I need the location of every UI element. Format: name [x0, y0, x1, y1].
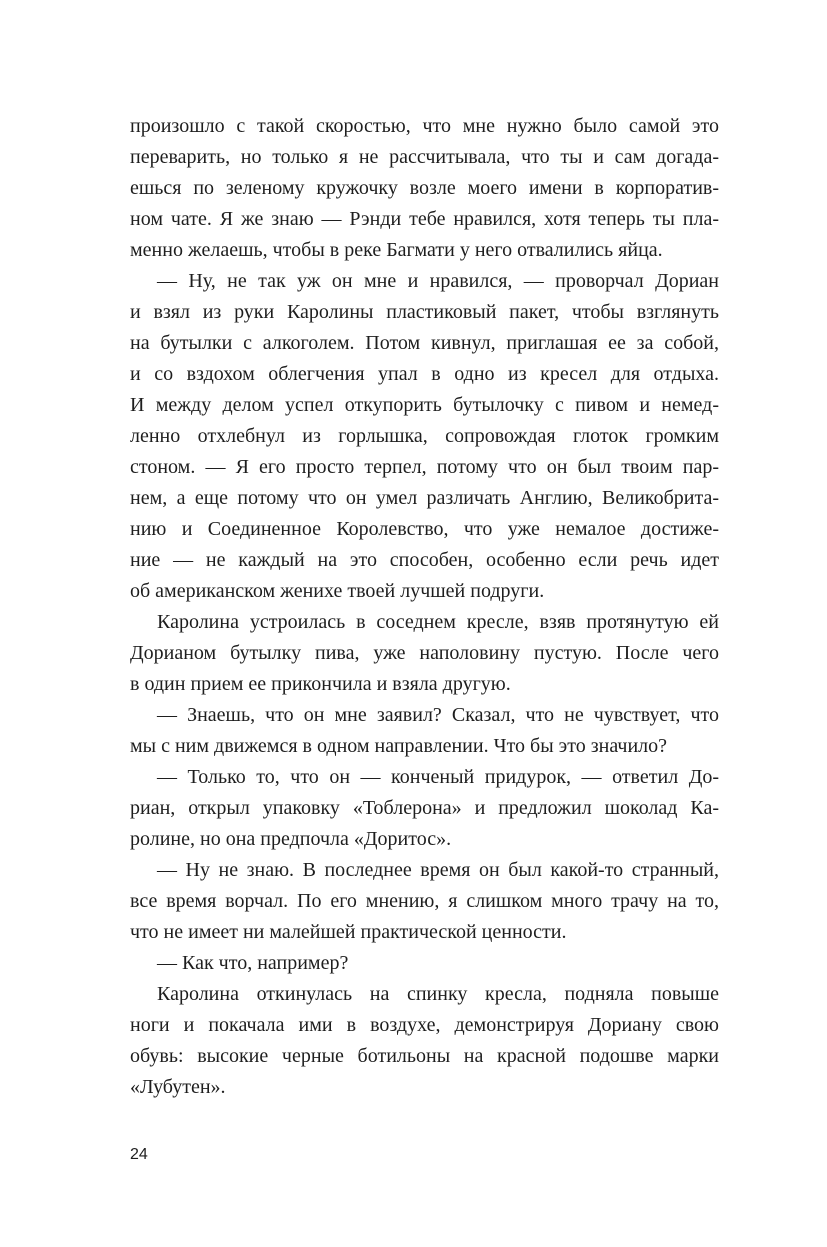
text-line: и со вздохом облегчения упал в одно из кресел для отдыха. [130, 363, 719, 385]
text-line: что не имеет ни малейшей практической ценности. [130, 921, 567, 943]
text-line: обувь: высокие черные ботильоны на красной подошве марки [130, 1045, 719, 1067]
text-line: менно желаешь, чтобы в реке Багмати у него отвалились яйца. [130, 239, 663, 261]
text-line: — Как что, например? [157, 952, 349, 974]
text-line: Дорианом бутылку пива, уже наполовину пустую. После чего [130, 642, 719, 664]
text-line: об американском женихе твоей лучшей подруги. [130, 580, 545, 602]
text-line: ролине, но она предпочла «Доритос». [130, 828, 452, 850]
text-line: все время ворчал. По его мнению, я слишком много трачу на то, [130, 890, 719, 912]
text-line: переварить, но только я не рассчитывала, что ты и сам догада- [130, 146, 719, 168]
text-line: — Ну, не так уж он мне и нравился, — проворчал Дориан [157, 270, 719, 292]
paragraph [130, 607, 719, 700]
text-line: ноги и покачала ими в воздухе, демонстрируя Дориану свою [130, 1014, 719, 1036]
text-line: произошло с такой скоростью, что мне нужно было самой это [130, 115, 719, 137]
text-line: мы с ним движемся в одном направлении. Что бы это значило? [130, 735, 668, 757]
body-text [130, 111, 719, 1103]
paragraph [130, 762, 719, 855]
text-line: ние — не каждый на это способен, особенно если речь идет [130, 549, 719, 571]
paragraph [130, 111, 719, 266]
paragraph [130, 266, 719, 607]
text-line: — Только то, что он — конченый придурок, — ответил До- [157, 766, 719, 788]
text-line: ешься по зеленому кружочку возле моего имени в корпоратив- [130, 177, 719, 199]
text-line: стоном. — Я его просто терпел, потому что он был твоим пар- [130, 456, 719, 478]
text-line: риан, открыл упаковку «Тоблерона» и предложил шоколад Ка- [130, 797, 719, 819]
page-number: 24 [130, 1146, 148, 1163]
text-line: «Лубутен». [130, 1076, 226, 1098]
paragraph [130, 979, 719, 1103]
paragraph [130, 948, 719, 979]
text-line: ном чате. Я же знаю — Рэнди тебе нравился, хотя теперь ты пла- [130, 208, 719, 230]
text-line: нию и Соединенное Королевство, что уже немалое достиже- [130, 518, 719, 540]
text-line: на бутылки с алкоголем. Потом кивнул, приглашая ее за собой, [130, 332, 719, 354]
paragraph [130, 700, 719, 762]
text-line: ленно отхлебнул из горлышка, сопровождая глоток громким [130, 425, 719, 447]
text-line: Каролина откинулась на спинку кресла, подняла повыше [157, 983, 719, 1005]
text-line: — Знаешь, что он мне заявил? Сказал, что не чувствует, что [157, 704, 719, 726]
text-line: в один прием ее прикончила и взяла другую. [130, 673, 511, 695]
text-line: И между делом успел откупорить бутылочку с пивом и немед- [130, 394, 719, 416]
text-line: нем, а еще потому что он умел различать Англию, Великобрита- [130, 487, 719, 509]
paragraph [130, 855, 719, 948]
text-line: Каролина устроилась в соседнем кресле, взяв протянутую ей [157, 611, 719, 633]
text-line: и взял из руки Каролины пластиковый пакет, чтобы взглянуть [130, 301, 719, 323]
text-line: — Ну не знаю. В последнее время он был какой-то странный, [157, 859, 719, 881]
